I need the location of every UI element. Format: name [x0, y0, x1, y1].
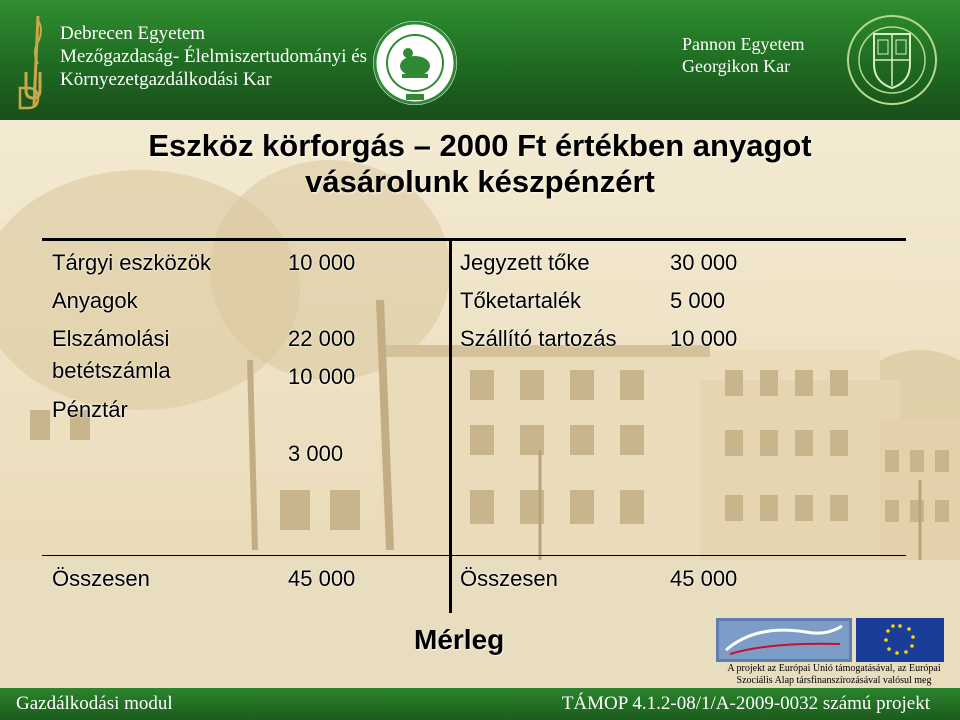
university-building-background — [0, 120, 960, 688]
slide-title — [0, 128, 960, 200]
asset-total-value: 45 000 — [288, 566, 356, 591]
module-name: Gazdálkodási modul — [16, 693, 173, 714]
asset-label-materials: Anyagok — [52, 288, 138, 313]
liability-value-capital: 30 000 — [670, 250, 738, 275]
liability-total-value: 45 000 — [670, 566, 738, 591]
liability-label-reserve: Tőketartalék — [460, 288, 582, 313]
eu-funding-note: A projekt az Európai Unió támogatásával, az Európai Szociális Alap társfinanszírozásával valósul meg — [727, 663, 941, 686]
liability-value-reserve: 5 000 — [670, 288, 726, 313]
footer-banner — [0, 688, 960, 720]
asset-value-cash: 3 000 — [288, 441, 344, 466]
pannon-university-seal-icon — [846, 14, 938, 106]
university-of-debrecen-logo-icon — [8, 10, 52, 110]
pannon-faculty-name: Pannon Egyetem Georgikon Kar — [682, 34, 805, 76]
new-hungary-eu-logos — [716, 618, 944, 662]
asset-label-bank-1: Elszámolási — [52, 326, 170, 351]
t-account-top-line — [42, 238, 906, 241]
title-line-1: Eszköz körforgás – 2000 Ft értékben anyagot — [148, 128, 812, 163]
debrecen-faculty-name: Debrecen Egyetem Mezőgazdaság- Élelmiszertudományi és Környezetgazdálkodási Kar — [60, 23, 368, 90]
asset-value-materials: 22 000 — [288, 326, 356, 351]
t-account-total-line — [42, 555, 906, 556]
asset-value-tangible: 10 000 — [288, 250, 356, 275]
asset-label-bank-2: betétszámla — [52, 358, 171, 383]
project-code: TÁMOP 4.1.2-08/1/A-2009-0032 számú projekt — [561, 693, 930, 714]
asset-label-tangible: Tárgyi eszközök — [52, 250, 211, 275]
faculty-seal-icon — [372, 20, 458, 106]
balance-sheet-caption: Mérleg — [414, 624, 505, 655]
header-banner — [0, 0, 960, 120]
asset-label-cash: Pénztár — [52, 397, 128, 422]
liability-label-capital: Jegyzett tőke — [460, 250, 590, 275]
liability-value-supplier: 10 000 — [670, 326, 738, 351]
t-account-divider — [449, 240, 452, 613]
asset-value-bank: 10 000 — [288, 364, 356, 389]
asset-total-label: Összesen — [52, 566, 150, 591]
liability-label-supplier: Szállító tartozás — [460, 326, 617, 351]
title-line-2: vásárolunk készpénzért — [305, 164, 655, 199]
liability-total-label: Összesen — [460, 566, 558, 591]
